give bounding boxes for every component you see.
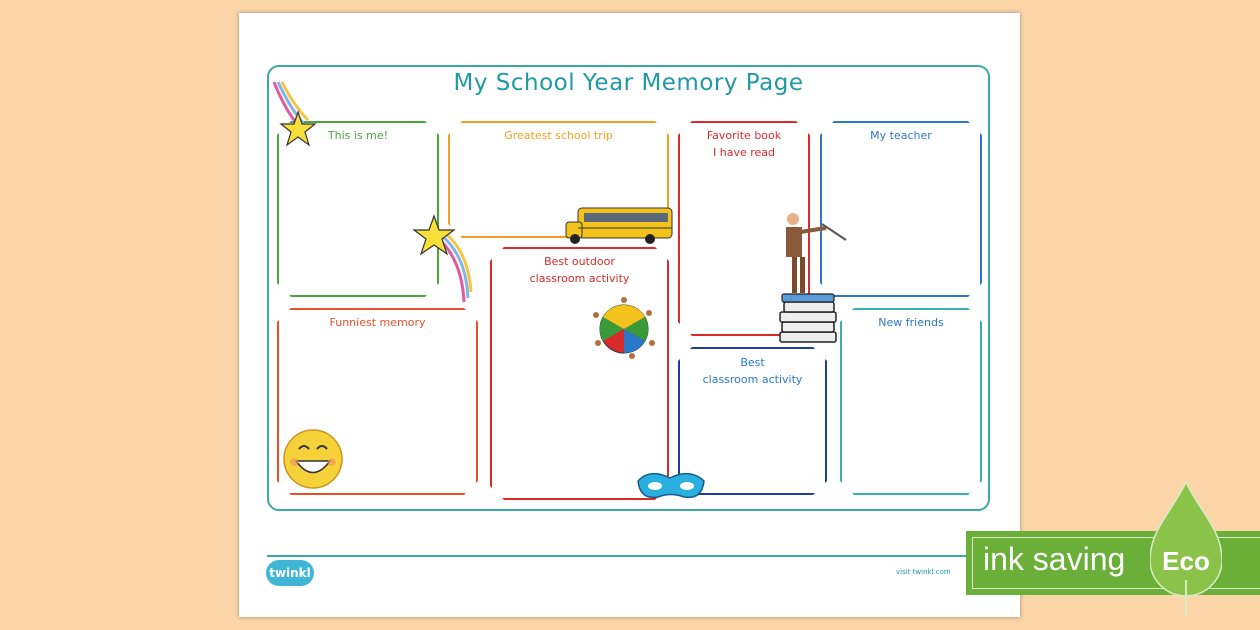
shooting-star-icon xyxy=(414,216,471,302)
box-funniest-memory-label: Funniest memory xyxy=(329,316,426,329)
school-bus-icon xyxy=(566,208,672,244)
ink-saving-label: ink saving xyxy=(983,541,1126,577)
box-new-friends-label: New friends xyxy=(878,316,944,329)
box-classroom-activity-label: Best classroom activity xyxy=(702,356,803,386)
eco-badge xyxy=(1150,480,1222,620)
box-favorite-book-label: Favorite book I have read xyxy=(706,129,782,159)
box-my-teacher-label: My teacher xyxy=(870,129,932,142)
footer-divider xyxy=(267,555,990,557)
box-school-trip-label: Greatest school trip xyxy=(504,129,613,142)
eco-badge-text: Eco xyxy=(1162,546,1210,576)
teacher-on-books-icon xyxy=(780,213,846,342)
page-title: My School Year Memory Page xyxy=(453,70,804,96)
mask-icon xyxy=(638,474,704,498)
shooting-star-icon xyxy=(274,82,315,145)
box-outdoor-activity-label: Best outdoor classroom activity xyxy=(529,255,630,285)
box-this-is-me-label: This is me! xyxy=(327,129,389,142)
twinkl-logo: twinkl xyxy=(266,560,314,586)
visit-link[interactable]: visit twinkl.com xyxy=(896,568,951,576)
parachute-icon xyxy=(593,297,655,359)
smiley-face-icon xyxy=(284,430,342,488)
